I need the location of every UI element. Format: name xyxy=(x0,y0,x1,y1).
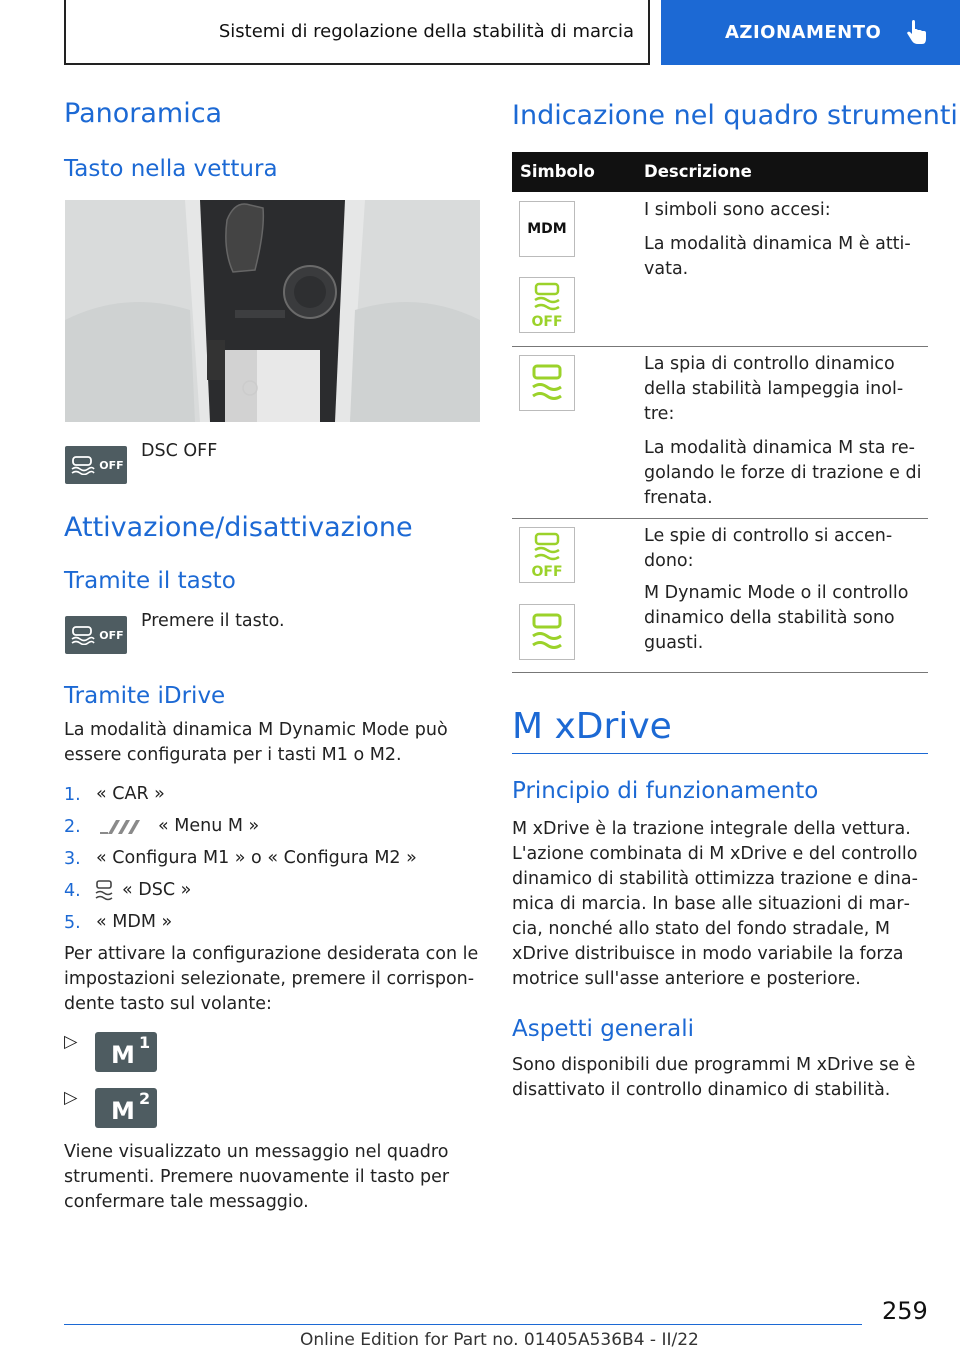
car-skid-icon xyxy=(68,625,96,645)
row3-line1: Le spie di controllo si accendono: xyxy=(644,526,893,571)
dsc-off-button-icon-2: OFF xyxy=(65,616,127,654)
config-text: Per attivare la configurazione desiderata con le impostazioni selezionate, premere il corrispondente tasto sul volante: xyxy=(64,944,479,1014)
page-number: 259 xyxy=(882,1297,928,1325)
dsc-fault-indicator-icon xyxy=(519,604,575,660)
aspetti-text: Sono disponibili due programmi M xDrive se è disattivato il controllo dinamico di stabilità. xyxy=(512,1055,916,1100)
table-divider xyxy=(512,346,928,347)
table-divider xyxy=(512,672,928,673)
step-number: 5. xyxy=(64,913,81,933)
principio-text: M xDrive è la trazione integrale della vettura. L'azione combinata di M xDrive e del controllo dinamico di stabilità ottimizza trazione e dinamica di marcia. In base alle situazioni di marcia, nonché allo stato del fondo stradale, M xDrive distribuisce in modo variabile la forza motrice sull'asse anteriore e posteriore. xyxy=(512,819,918,989)
step-text: « DSC » xyxy=(122,880,192,900)
heading-tasto-vettura: Tasto nella vettura xyxy=(64,156,278,182)
mdm-indicator-icon: MDM xyxy=(519,201,575,257)
dsc-off-button-icon: OFF xyxy=(65,446,127,484)
footer-edition: Online Edition for Part no. 01405A536B4 - II/22 xyxy=(300,1330,699,1350)
m-stripes-icon xyxy=(100,820,148,834)
bullet: ▷ xyxy=(64,1032,78,1052)
step-text: « Menu M » xyxy=(158,816,260,836)
step-number: 2. xyxy=(64,817,81,837)
svg-text:OFF: OFF xyxy=(531,314,563,329)
car-skid-icon xyxy=(68,455,96,475)
heading-mxdrive: M xDrive xyxy=(512,706,672,747)
footer-divider xyxy=(64,1324,862,1325)
table-divider xyxy=(512,518,928,519)
idrive-text: La modalità dinamica M Dynamic Mode può essere configurata per i tasti M1 o M2. xyxy=(64,720,448,765)
m2-button-icon: M 2 xyxy=(95,1088,157,1128)
step-text: « Configura M1 » o « Configura M2 » xyxy=(96,848,417,868)
heading-panoramica: Panoramica xyxy=(64,98,223,129)
heading-tramite-tasto: Tramite il tasto xyxy=(64,568,236,594)
row3-line2: M Dynamic Mode o il controllo dinamico della stabilità sono guasti. xyxy=(644,583,909,653)
heading-tramite-idrive: Tramite iDrive xyxy=(64,683,226,709)
mxdrive-underline xyxy=(512,753,928,754)
col-symbol: Simbolo xyxy=(520,162,595,181)
car-skid-small-icon xyxy=(94,880,114,902)
center-console-photo xyxy=(65,200,480,422)
svg-text:OFF: OFF xyxy=(531,564,563,579)
heading-indicazione: Indicazione nel quadro strumenti xyxy=(512,100,958,131)
step-number: 4. xyxy=(64,881,81,901)
table-header xyxy=(512,152,928,192)
step-number: 3. xyxy=(64,849,81,869)
step-text: « MDM » xyxy=(96,912,173,932)
hand-pointer-icon xyxy=(903,20,929,46)
chapter-label: AZIONAMENTO xyxy=(725,22,882,43)
bullet: ▷ xyxy=(64,1088,78,1108)
heading-attivazione: Attivazione/disattivazione xyxy=(64,512,413,543)
row2-line1: La spia di controllo dinamico della stabilità lampeggia inoltre: xyxy=(644,354,904,424)
header-chapter-tab[interactable] xyxy=(661,0,960,65)
row2-line2: La modalità dinamica M sta regolando le forze di trazione e di frenata. xyxy=(644,438,922,508)
dsc-off-label: DSC OFF xyxy=(141,441,218,461)
row1-line1: I simboli sono accesi: xyxy=(644,200,831,220)
heading-aspetti: Aspetti generali xyxy=(512,1016,695,1042)
row1-line2: La modalità dinamica M è attivata. xyxy=(644,234,911,279)
header-section-title: Sistemi di regolazione della stabilità di marcia xyxy=(64,0,650,65)
step-number: 1. xyxy=(64,785,81,805)
col-description: Descrizione xyxy=(644,162,752,181)
dsc-off-fault-indicator-icon xyxy=(519,527,575,583)
dsc-active-indicator-icon xyxy=(519,355,575,411)
m1-button-icon: M 1 xyxy=(95,1032,157,1072)
dsc-off-indicator-icon xyxy=(519,277,575,333)
step-text: « CAR » xyxy=(96,784,165,804)
premere-label: Premere il tasto. xyxy=(141,611,285,631)
heading-principio: Principio di funzionamento xyxy=(512,778,819,804)
message-text: Viene visualizzato un messaggio nel quadro strumenti. Premere nuovamente il tasto per confermare tale messaggio. xyxy=(64,1142,450,1212)
